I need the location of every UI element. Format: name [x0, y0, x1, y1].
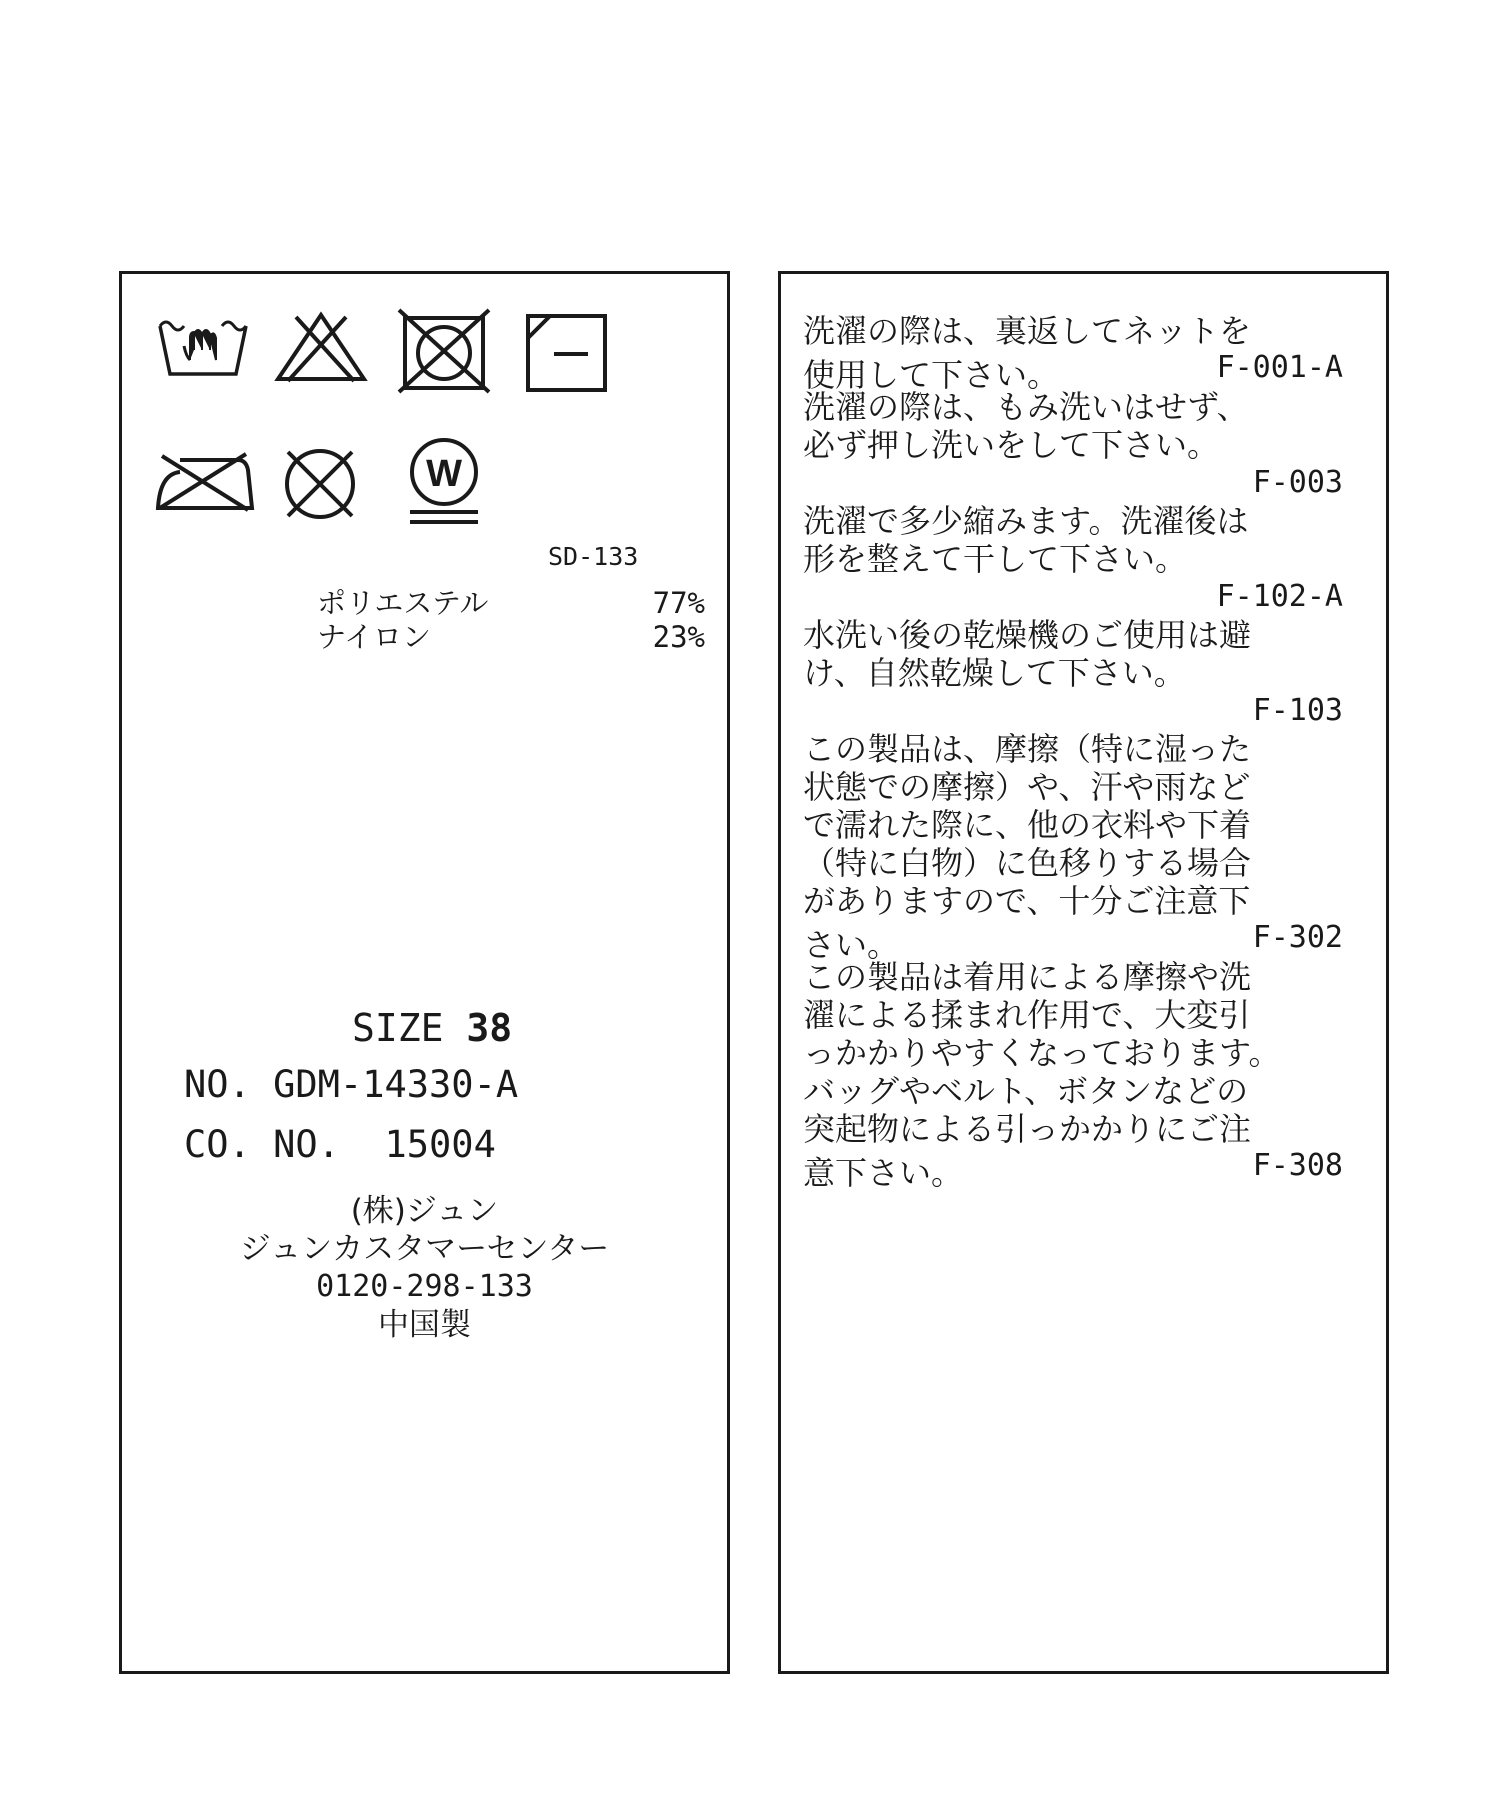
care-label-left-panel	[119, 271, 730, 1674]
care-text-line: バッグやベルト、ボタンなどの	[803, 1072, 1249, 1110]
care-label-right-panel	[778, 271, 1389, 1674]
fiber-name: ナイロン	[317, 620, 431, 654]
hand-wash-icon	[156, 316, 251, 378]
size-label: SIZE	[352, 1006, 444, 1050]
care-code: F-001-A	[1216, 350, 1343, 385]
care-text-line: この製品は、摩擦（特に湿った	[803, 730, 1252, 768]
fiber-percent: 77%	[652, 586, 705, 620]
care-text-line: さい。	[803, 926, 900, 964]
care-text-row	[803, 920, 1343, 964]
product-number: NO. GDM-14330-A	[184, 1063, 519, 1106]
care-text-row	[803, 350, 1343, 394]
care-text-line: で濡れた際に、他の衣料や下着	[803, 806, 1252, 844]
care-code: F-103	[1252, 693, 1343, 728]
company-name: (株)ジュン	[350, 1193, 499, 1229]
care-text-line: っかかりやすくなっております。	[803, 1034, 1281, 1072]
care-text-line: 意下さい。	[803, 1154, 964, 1192]
svg-text:W: W	[426, 453, 462, 495]
no-tumble-dry-icon	[399, 310, 489, 392]
no-dry-clean-icon	[280, 446, 360, 522]
care-instructions	[803, 312, 1343, 1192]
drip-dry-shade-icon	[524, 312, 609, 392]
fiber-name: ポリエステル	[317, 586, 489, 620]
care-text-line: 必ず押し洗いをして下さい。	[803, 426, 1220, 464]
care-text-line: 洗濯で多少縮みます。洗濯後は	[803, 502, 1249, 540]
customer-center: ジュンカスタマーセンター	[239, 1231, 610, 1267]
care-text-line: 形を整えて干して下さい。	[803, 540, 1188, 578]
care-text-line: がありますので、十分ご注意下	[803, 882, 1251, 920]
care-text-line: 洗濯の際は、もみ洗いはせず、	[803, 388, 1249, 426]
care-text-line: 使用して下さい。	[803, 356, 1060, 394]
care-code: F-003	[1252, 465, 1343, 500]
care-text-line: け、自然乾燥して下さい。	[803, 654, 1186, 692]
care-text-row	[803, 1148, 1343, 1192]
care-text-line: （特に白物）に色移りする場合	[803, 844, 1252, 882]
no-bleach-icon	[274, 311, 369, 383]
care-text-line: 水洗い後の乾燥機のご使用は避	[803, 616, 1252, 654]
care-text-line: 突起物による引っかかりにご注	[803, 1110, 1252, 1148]
care-code: F-302	[1252, 920, 1343, 955]
size-value: 38	[466, 1006, 513, 1050]
sd-code: SD-133	[548, 542, 639, 571]
care-text-line: この製品は着用による摩擦や洗	[803, 958, 1252, 996]
size-line	[352, 1006, 513, 1050]
care-text-line: 洗濯の際は、裏返してネットを	[803, 312, 1252, 350]
country-of-origin: 中国製	[378, 1307, 471, 1343]
care-text-line: 状態での摩擦）や、汗や雨など	[803, 768, 1251, 806]
phone-number: 0120-298-133	[316, 1269, 533, 1304]
fiber-percent: 23%	[652, 620, 705, 654]
care-text-line: 濯による揉まれ作用で、大変引	[803, 996, 1251, 1034]
care-code: F-308	[1252, 1148, 1343, 1183]
no-iron-icon	[154, 450, 254, 512]
care-code: F-102-A	[1216, 579, 1343, 614]
gentle-wet-clean-icon	[404, 436, 484, 526]
color-number: CO. NO. 15004	[184, 1123, 496, 1166]
